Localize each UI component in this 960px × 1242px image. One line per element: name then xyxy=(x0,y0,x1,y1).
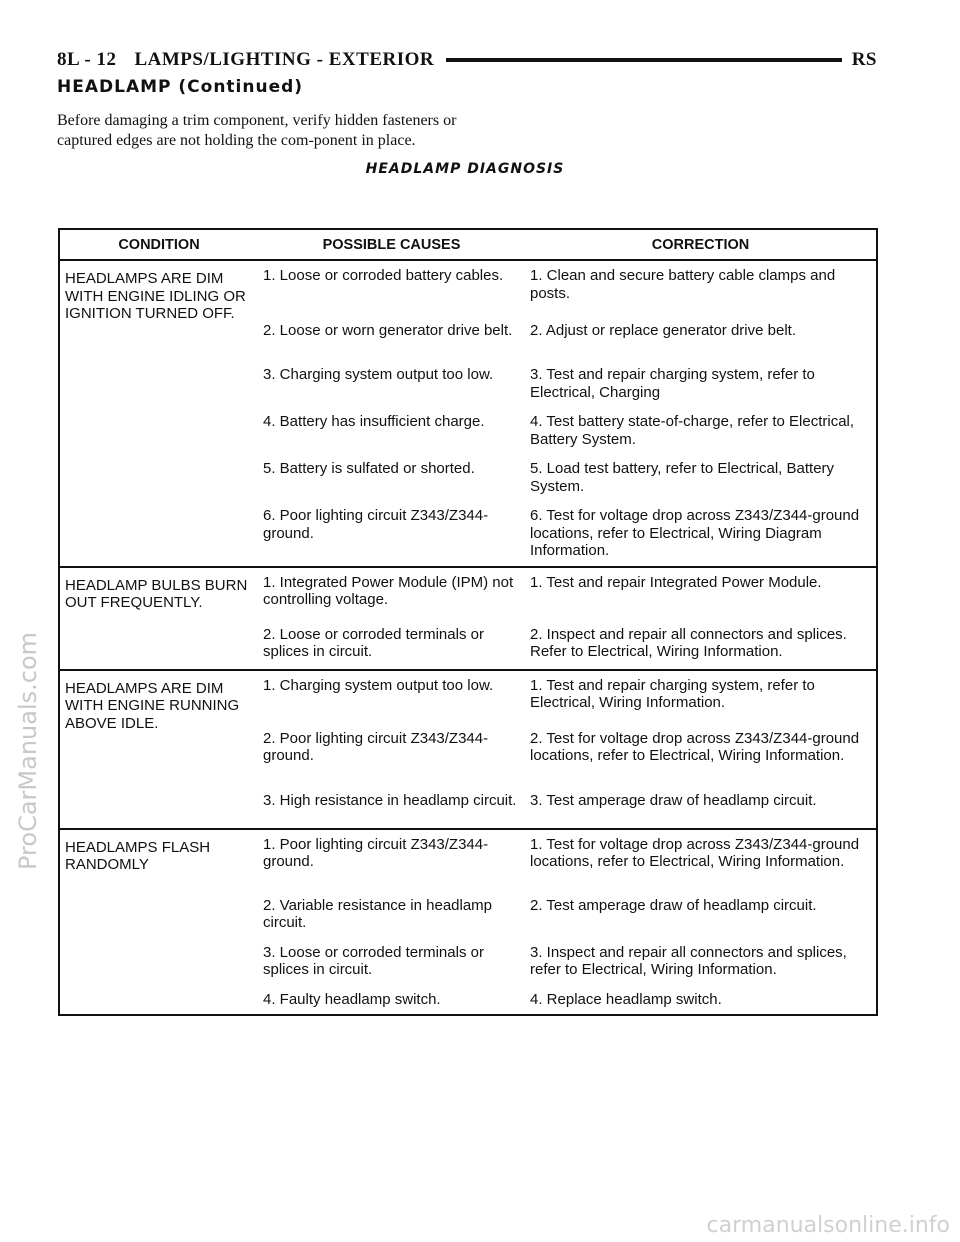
correction-cell: 2. Inspect and repair all connectors and splices. Refer to Electrical, Wiring Information. xyxy=(530,625,847,660)
table-body xyxy=(59,260,877,1015)
table-row xyxy=(59,829,877,891)
cause-cell: 6. Poor lighting circuit Z343/Z344-ground. xyxy=(263,507,489,542)
cause-cell: 3. Loose or corroded terminals or splices in circuit. xyxy=(263,943,484,978)
correction-cell: 3. Test amperage draw of headlamp circuit. xyxy=(530,791,817,809)
page-header xyxy=(57,46,877,74)
correction-cell: 1. Test and repair Integrated Power Module. xyxy=(525,567,877,620)
column-header-causes: POSSIBLE CAUSES xyxy=(258,229,525,260)
correction-cell: 1. Clean and secure battery cable clamps and posts. xyxy=(530,267,836,302)
table-row xyxy=(59,670,877,724)
cause-cell: 2. Loose or corroded terminals or splices in circuit. xyxy=(263,625,484,660)
cause-cell: 5. Battery is sulfated or shorted. xyxy=(263,460,475,477)
table-title: HEADLAMP DIAGNOSIS xyxy=(365,161,565,177)
cause-cell: 1. Loose or corroded battery cables. xyxy=(263,267,504,284)
correction-cell: 2. Adjust or replace generator drive belt. xyxy=(530,322,796,339)
condition-cell: HEADLAMPS ARE DIM WITH ENGINE IDLING OR IGNITION TURNED OFF. xyxy=(65,270,246,322)
cause-cell: 2. Variable resistance in headlamp circuit. xyxy=(263,896,493,931)
intro-paragraph: Before damaging a trim component, verify hidden fasteners or captured edges are not holding the com-ponent in place. xyxy=(57,112,457,149)
header-rule xyxy=(446,58,842,62)
correction-cell: 1. Test and repair charging system, refer to Electrical, Wiring Information. xyxy=(525,670,877,724)
correction-cell: 6. Test for voltage drop across Z343/Z344-ground locations, refer to Electrical, Wiring Diagram Information. xyxy=(530,507,860,559)
correction-cell: 4. Replace headlamp switch. xyxy=(530,990,722,1008)
side-watermark: ProCarManuals.com xyxy=(14,631,42,870)
section-title: HEADLAMP (Continued) xyxy=(57,77,304,97)
table-row xyxy=(59,260,877,316)
cause-cell: 4. Battery has insufficient charge. xyxy=(263,413,485,430)
cause-cell: 4. Faulty headlamp switch. xyxy=(263,990,441,1008)
condition-cell: HEADLAMP BULBS BURN OUT FREQUENTLY. xyxy=(59,567,258,670)
cause-cell: 1. Integrated Power Module (IPM) not controlling voltage. xyxy=(258,567,525,620)
cause-cell: 1. Poor lighting circuit Z343/Z344-ground. xyxy=(258,829,525,891)
column-header-correction: CORRECTION xyxy=(525,229,877,260)
bottom-watermark: carmanualsonline.info xyxy=(706,1213,950,1238)
correction-cell: 3. Inspect and repair all connectors and splices, refer to Electrical, Wiring Information. xyxy=(530,943,847,978)
correction-cell: 5. Load test battery, refer to Electrical, Battery System. xyxy=(530,460,835,495)
page-number: 8L - 12 xyxy=(57,49,117,70)
column-header-condition: CONDITION xyxy=(59,229,258,260)
correction-cell: 2. Test for voltage drop across Z343/Z344-ground locations, refer to Electrical, Wiring Information. xyxy=(530,729,860,764)
table-header-row xyxy=(59,229,877,260)
correction-cell: 1. Test for voltage drop across Z343/Z344-ground locations, refer to Electrical, Wiring Information. xyxy=(525,829,877,891)
correction-cell: 3. Test and repair charging system, refer to Electrical, Charging xyxy=(530,366,815,401)
condition-cell: HEADLAMPS ARE DIM WITH ENGINE RUNNING ABOVE IDLE. xyxy=(59,670,258,829)
correction-cell: 4. Test battery state-of-charge, refer to Electrical, Battery System. xyxy=(530,413,855,448)
cause-cell: 3. High resistance in headlamp circuit. xyxy=(263,791,517,809)
condition-cell: HEADLAMPS FLASH RANDOMLY xyxy=(59,829,258,1016)
cause-cell: 3. Charging system output too low. xyxy=(263,366,494,383)
section-name: LAMPS/LIGHTING - EXTERIOR xyxy=(134,49,435,70)
model-code: RS xyxy=(851,49,877,70)
cause-cell: 2. Loose or worn generator drive belt. xyxy=(263,322,513,339)
cause-cell: 1. Charging system output too low. xyxy=(258,670,525,724)
cause-cell: 2. Poor lighting circuit Z343/Z344-ground. xyxy=(263,729,489,764)
correction-cell: 2. Test amperage draw of headlamp circuit. xyxy=(530,896,817,914)
table-row xyxy=(59,567,877,620)
diagnosis-table xyxy=(58,228,878,1016)
